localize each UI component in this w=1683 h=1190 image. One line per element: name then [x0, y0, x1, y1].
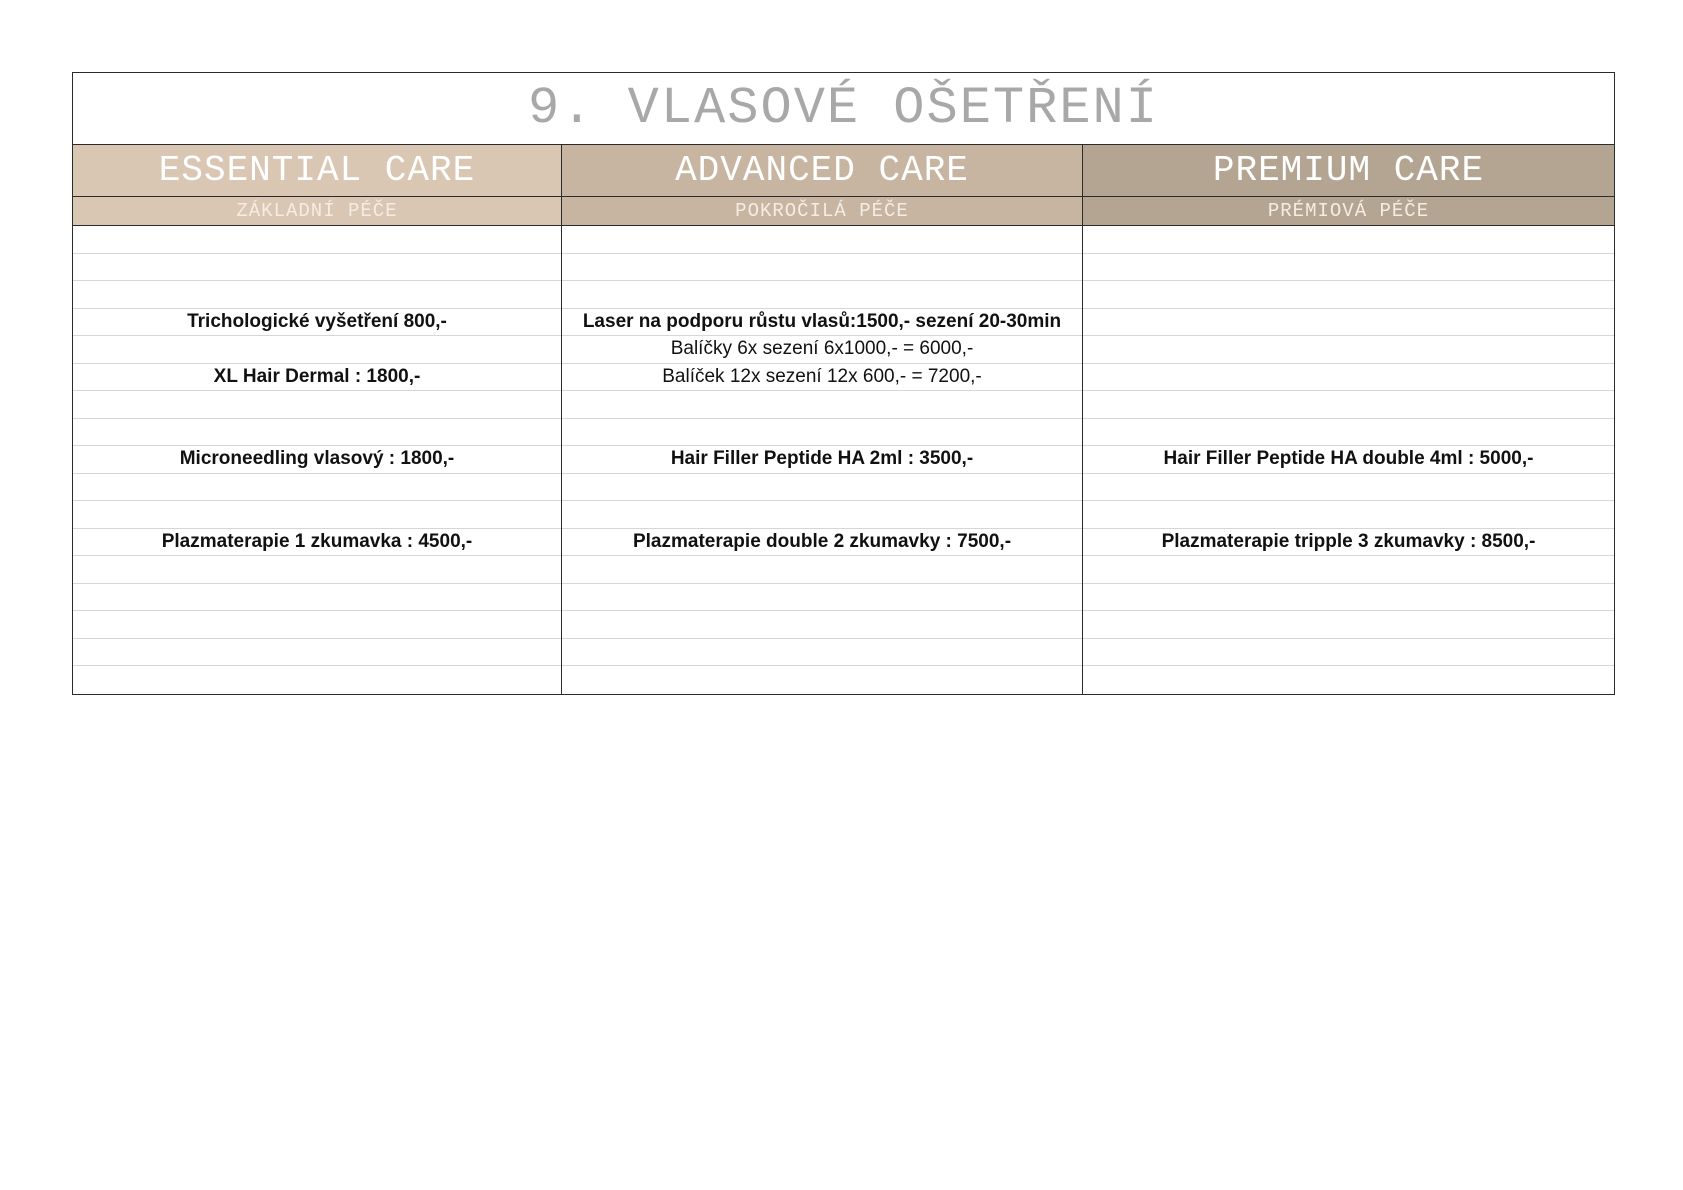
care-columns [73, 145, 1614, 694]
table-row [1083, 254, 1614, 282]
table-row: Hair Filler Peptide HA 2ml : 3500,- [562, 446, 1082, 474]
table-row [73, 639, 561, 667]
table-row [562, 639, 1082, 667]
table-row [562, 501, 1082, 529]
table-row: Laser na podporu růstu vlasů:1500,- sezení 20-30min [562, 309, 1082, 337]
column-heading: PREMIUM CARE [1083, 145, 1614, 197]
price-list-table [72, 72, 1615, 695]
table-row: Hair Filler Peptide HA double 4ml : 5000,- [1083, 446, 1614, 474]
table-row [73, 391, 561, 419]
table-row [1083, 639, 1614, 667]
table-row [562, 584, 1082, 612]
table-row [73, 666, 561, 694]
table-row [73, 474, 561, 502]
page-title: 9. VLASOVÉ OŠETŘENÍ [73, 73, 1614, 145]
table-row [1083, 611, 1614, 639]
table-row [562, 474, 1082, 502]
column-rows [562, 226, 1082, 694]
table-row [73, 501, 561, 529]
column-rows [1083, 226, 1614, 694]
table-row: Microneedling vlasový : 1800,- [73, 446, 561, 474]
column-subheading: ZÁKLADNÍ PÉČE [73, 197, 561, 226]
table-row: Plazmaterapie double 2 zkumavky : 7500,- [562, 529, 1082, 557]
table-row [1083, 391, 1614, 419]
table-row [1083, 419, 1614, 447]
table-row: Trichologické vyšetření 800,- [73, 309, 561, 337]
table-row [1083, 309, 1614, 337]
table-row [1083, 336, 1614, 364]
table-row: Plazmaterapie 1 zkumavka : 4500,- [73, 529, 561, 557]
table-row [562, 391, 1082, 419]
table-row [73, 419, 561, 447]
table-row [562, 666, 1082, 694]
table-row [73, 281, 561, 309]
table-row [1083, 584, 1614, 612]
table-row [1083, 556, 1614, 584]
table-row [73, 584, 561, 612]
table-row [562, 226, 1082, 254]
table-row [73, 254, 561, 282]
table-row [1083, 226, 1614, 254]
table-row [73, 556, 561, 584]
table-row [562, 556, 1082, 584]
column-subheading: PRÉMIOVÁ PÉČE [1083, 197, 1614, 226]
table-row [1083, 281, 1614, 309]
table-row [1083, 666, 1614, 694]
table-row [1083, 364, 1614, 392]
table-row [562, 611, 1082, 639]
column-heading: ADVANCED CARE [562, 145, 1082, 197]
column-subheading: POKROČILÁ PÉČE [562, 197, 1082, 226]
advanced-care-column [562, 145, 1083, 694]
premium-care-column [1083, 145, 1614, 694]
table-row [1083, 474, 1614, 502]
column-rows [73, 226, 561, 694]
table-row: Balíček 12x sezení 12x 600,- = 7200,- [562, 364, 1082, 392]
table-row: Balíčky 6x sezení 6x1000,- = 6000,- [562, 336, 1082, 364]
table-row [562, 254, 1082, 282]
essential-care-column [73, 145, 562, 694]
table-row [73, 226, 561, 254]
table-row [562, 281, 1082, 309]
table-row [73, 336, 561, 364]
table-row [562, 419, 1082, 447]
table-row [1083, 501, 1614, 529]
table-row: Plazmaterapie tripple 3 zkumavky : 8500,- [1083, 529, 1614, 557]
column-heading: ESSENTIAL CARE [73, 145, 561, 197]
table-row [73, 611, 561, 639]
table-row: XL Hair Dermal : 1800,- [73, 364, 561, 392]
